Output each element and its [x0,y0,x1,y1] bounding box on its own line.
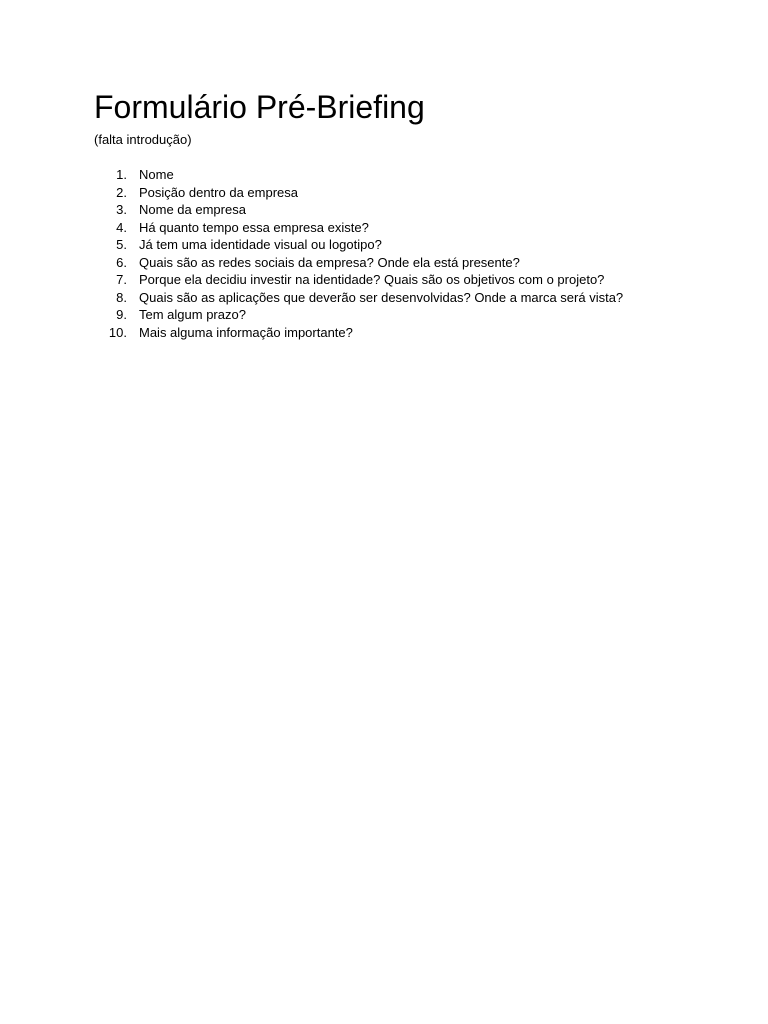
question-list [94,166,768,341]
list-item-text: Posição dentro da empresa [139,184,298,200]
list-item [94,271,768,289]
list-item-number: 1. [116,167,127,182]
list-item [94,219,768,237]
list-item [94,289,768,307]
list-item-text: Quais são as aplicações que deverão ser desenvolvidas? Onde a marca será vista? [139,289,624,305]
list-item-text: Nome da empresa [139,202,246,217]
list-item-number: 10. [108,324,127,340]
list-item-number: 3. [116,202,127,217]
list-item-text: Quais são as redes sociais da empresa? Onde ela está presente? [139,254,520,270]
page-title: Formulário Pré-Briefing [94,89,425,125]
intro-note: (falta introdução) [94,132,192,147]
list-item-text: Nome [139,167,174,182]
list-item-number: 8. [116,289,127,305]
list-item [94,184,768,202]
list-item-number: 4. [116,219,127,235]
list-item-number: 7. [116,272,127,287]
list-item-number: 6. [116,254,127,270]
list-item-number: 9. [116,307,127,322]
list-item-text: Mais alguma informação importante? [139,324,353,340]
list-item [94,306,768,324]
list-item-text: Tem algum prazo? [139,307,246,322]
list-item [94,324,768,342]
list-item-number: 2. [116,184,127,200]
list-item [94,236,768,254]
list-item [94,201,768,219]
list-item [94,166,768,184]
list-item-text: Há quanto tempo essa empresa existe? [139,219,369,235]
list-item-number: 5. [116,237,127,252]
list-item-text: Porque ela decidiu investir na identidade? Quais são os objetivos com o projeto? [139,272,605,287]
list-item-text: Já tem uma identidade visual ou logotipo? [139,237,382,252]
list-item [94,254,768,272]
